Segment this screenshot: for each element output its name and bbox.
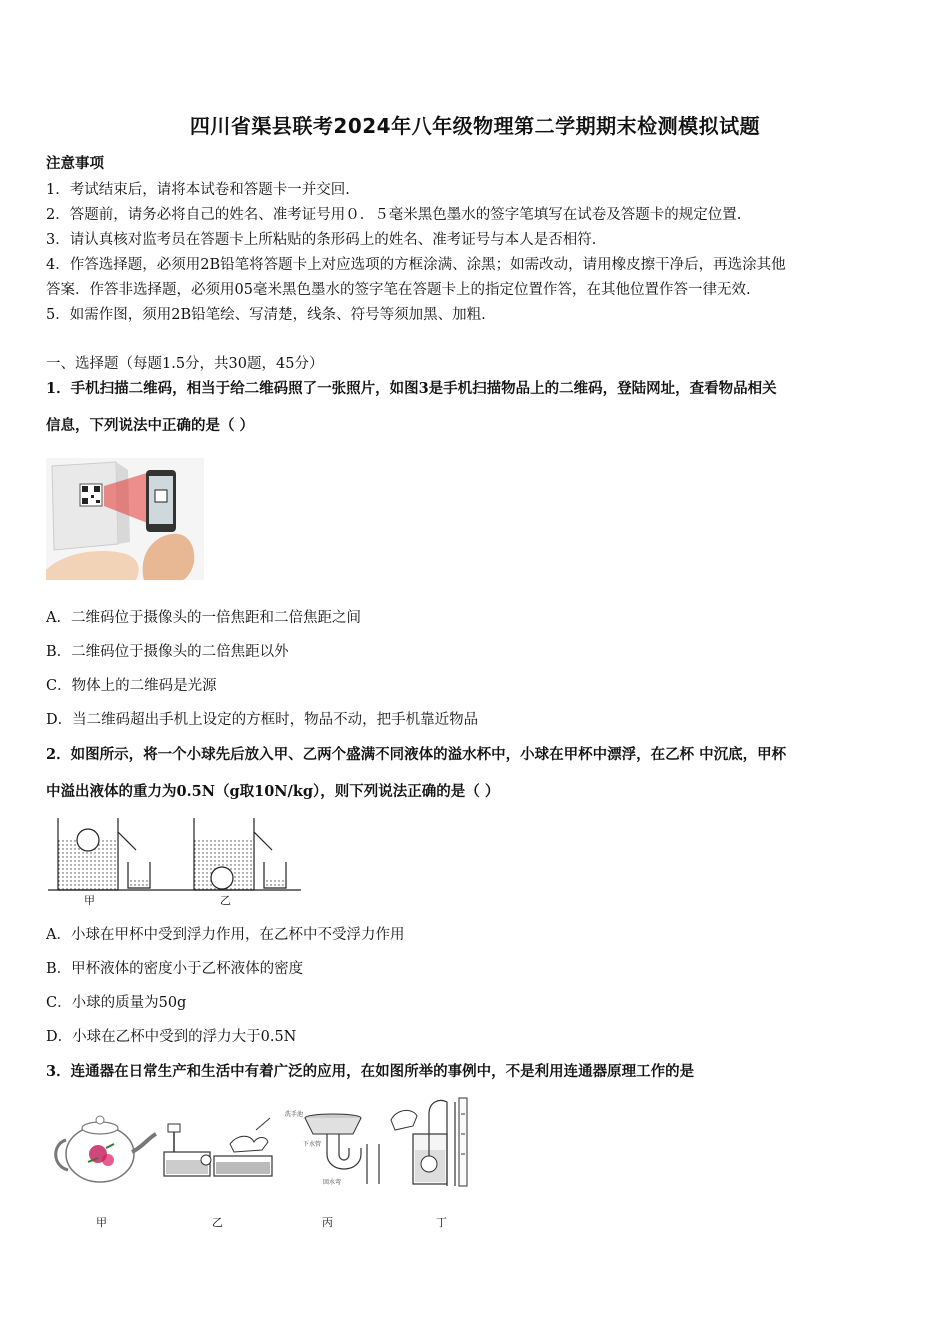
overflow-cups-figure (46, 812, 306, 892)
section-heading: 一、选择题（每题1.5分，共30题，45分） (46, 356, 324, 372)
q1-option-d: D．当二维码超出手机上设定的方框时，物品不动，把手机靠近物品 (46, 712, 479, 728)
notice-item: 1．考试结束后，请将本试卷和答题卡一并交回. (46, 182, 350, 198)
notice-item: 5．如需作图，须用2B铅笔绘、写清楚，线条、符号等须加黑、加粗. (46, 307, 486, 323)
notice-heading: 注意事项 (46, 155, 104, 172)
q3-caption-jia: 甲 (96, 1216, 107, 1229)
q2-option-a: A．小球在甲杯中受到浮力作用，在乙杯中不受浮力作用 (46, 927, 405, 943)
pressure-gauge-figure (383, 1094, 479, 1190)
q1-option-c: C．物体上的二维码是光源 (46, 678, 217, 694)
notice-item: 3．请认真核对监考员在答题卡上所粘贴的条形码上的姓名、准考证号与本人是否相符. (46, 232, 597, 248)
q1-option-b: B．二维码位于摄像头的二倍焦距以外 (46, 644, 289, 660)
svg-text:回水弯: 回水弯 (323, 1179, 342, 1186)
q1-option-a: A．二维码位于摄像头的一倍焦距和二倍焦距之间 (46, 610, 361, 626)
svg-text:下水管: 下水管 (303, 1141, 322, 1148)
drinking-trough-figure (160, 1108, 278, 1188)
notice-item: 4．作答选择题，必须用2B铅笔将答题卡上对应选项的方框涂满、涂黑；如需改动，请用橡皮擦干净后，再选涂其他 (46, 257, 786, 273)
svg-text:洗手池: 洗手池 (285, 1111, 304, 1118)
teapot-figure (48, 1108, 158, 1188)
q1-stem-line2: 信息，下列说法中正确的是（ ） (46, 417, 255, 434)
page-title: 四川省渠县联考2024年八年级物理第二学期期末检测模拟试题 (189, 114, 761, 138)
q3-caption-bing: 丙 (322, 1216, 333, 1229)
q2-stem-line2: 中溢出液体的重力为0.5N（g取10N/kg），则下列说法正确的是（ ） (46, 783, 500, 800)
q2-option-b: B．甲杯液体的密度小于乙杯液体的密度 (46, 961, 304, 977)
q1-stem-line1: 1．手机扫描二维码，相当于给二维码照了一张照片，如图3是手机扫描物品上的二维码，登陆网址，查看物品相关 (46, 380, 777, 397)
q2-caption-jia: 甲 (84, 894, 95, 907)
q3-stem: 3．连通器在日常生产和生活中有着广泛的应用，在如图所举的事例中，不是利用连通器原理工作的是 (46, 1063, 695, 1080)
sink-trap-figure (283, 1108, 393, 1188)
q2-option-d: D．小球在乙杯中受到的浮力大于0.5N (46, 1029, 297, 1045)
q3-caption-yi: 乙 (212, 1216, 223, 1229)
q2-stem-line1: 2．如图所示，将一个小球先后放入甲、乙两个盛满不同液体的溢水杯中，小球在甲杯中漂浮，在乙杯 中沉底，甲杯 (46, 746, 787, 763)
q2-option-c: C．小球的质量为50g (46, 995, 187, 1011)
notice-item: 答案．作答非选择题，必须用05毫米黑色墨水的签字笔在答题卡上的指定位置作答，在其他位置作答一律无效. (46, 282, 751, 298)
q2-caption-yi: 乙 (220, 894, 231, 907)
qr-scan-figure (46, 458, 204, 580)
q3-caption-ding: 丁 (436, 1216, 447, 1229)
notice-item: 2．答题前，请务必将自己的姓名、准考证号用０．５毫米黑色墨水的签字笔填写在试卷及答题卡的规定位置. (46, 207, 742, 223)
